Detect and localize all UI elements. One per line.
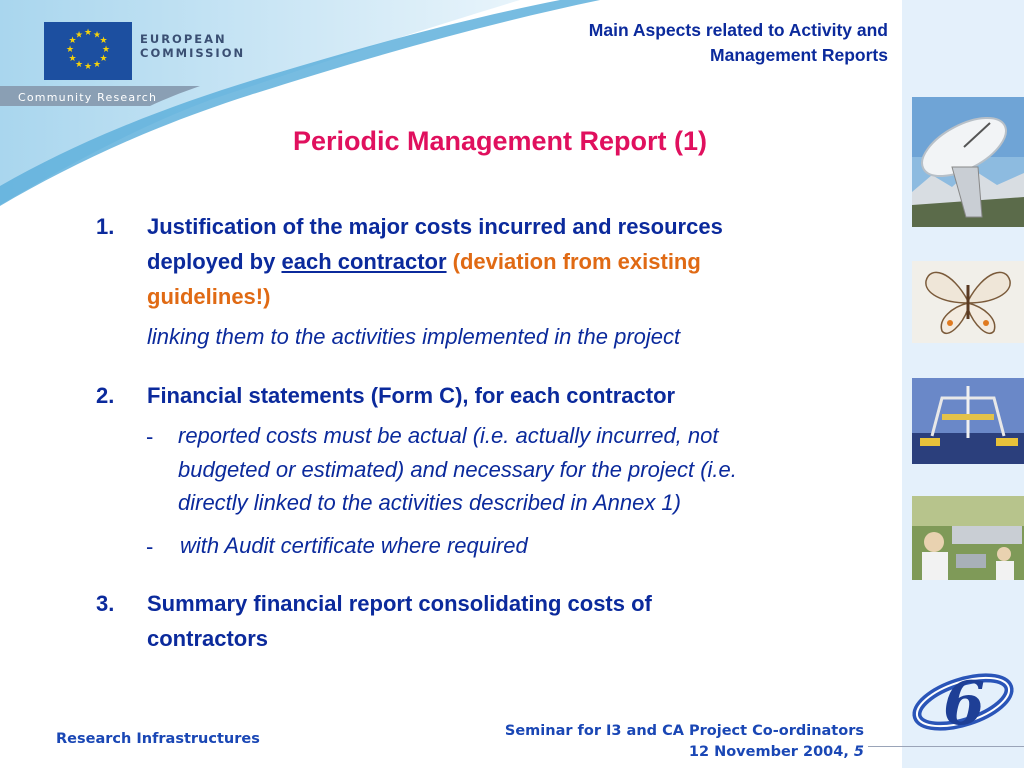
svg-text:★: ★ <box>68 36 77 46</box>
item-2-text: Financial statements (Form C), for each contractor <box>147 383 676 408</box>
svg-text:★: ★ <box>92 60 102 70</box>
item-3-number: 3. <box>96 591 115 616</box>
footer-divider <box>868 746 1024 747</box>
svg-text:★: ★ <box>83 62 93 72</box>
bullet-1-line1: reported costs must be actual (i.e. actually incurred, not <box>178 423 719 448</box>
item-1-text <box>147 209 907 314</box>
svg-text:★: ★ <box>99 54 108 64</box>
item-3-text <box>147 586 907 656</box>
right-sidebar <box>902 0 1024 768</box>
svg-text:★: ★ <box>68 54 77 64</box>
bullet-1-text <box>178 419 908 520</box>
bullet-1-dash: - <box>146 424 154 449</box>
bullet-1-line3: directly linked to the activities described in Annex 1) <box>178 490 681 515</box>
slide-title: Periodic Management Report (1) <box>292 126 708 156</box>
footer-seminar-title: Seminar for I3 and CA Project Co-ordinators <box>504 723 864 739</box>
eu-wordmark-line2: COMMISSION <box>140 46 246 60</box>
page-number: 5 <box>853 744 864 760</box>
bullet-2-dash: - <box>146 534 154 559</box>
header-title-line1: Main Aspects related to Activity and <box>588 20 888 40</box>
laboratory-photo <box>912 496 1024 580</box>
svg-text:★: ★ <box>99 36 108 46</box>
bullet-1-line2: budgeted or estimated) and necessary for the project (i.e. <box>178 456 737 482</box>
footer-seminar <box>505 721 864 763</box>
eu-flag-icon <box>44 22 132 80</box>
svg-text:★: ★ <box>101 45 111 55</box>
item-3-line2: contractors <box>147 626 269 651</box>
eu-wordmark <box>140 32 245 60</box>
guidelines-note: guidelines!) <box>147 284 271 309</box>
butterfly-photo <box>912 261 1024 343</box>
header-title-line2: Management Reports <box>710 45 888 65</box>
svg-text:★: ★ <box>74 30 84 41</box>
radio-telescope-photo <box>912 97 1024 227</box>
fp6-logo-icon <box>908 664 1018 742</box>
deviation-note: (deviation from existing <box>446 249 701 274</box>
footer-research-infrastructures: Research Infrastructures <box>56 731 260 747</box>
svg-text:★: ★ <box>65 45 75 55</box>
european-commission-logo <box>44 22 246 82</box>
item-3-line1: Summary financial report consolidating costs of <box>147 591 652 616</box>
svg-text:★: ★ <box>92 30 102 41</box>
svg-text:★: ★ <box>83 28 93 38</box>
footer-date-line <box>505 742 864 763</box>
header-title <box>448 18 888 68</box>
item-1-linking-note: linking them to the activities implemented in the project <box>147 324 681 349</box>
footer-date: 12 November 2004, <box>688 744 854 760</box>
svg-text:★: ★ <box>74 60 84 70</box>
item-2-number: 2. <box>96 383 115 408</box>
offshore-platform-photo <box>912 378 1024 464</box>
eu-wordmark-line1: EUROPEAN <box>140 32 227 46</box>
item-1-line2 <box>147 244 907 279</box>
item-1-line1: Justification of the major costs incurred and resources <box>147 214 723 239</box>
item-1-number: 1. <box>96 214 115 239</box>
each-contractor-text: each contractor <box>281 249 447 274</box>
svg-text:6: 6 <box>943 669 985 739</box>
bullet-2-text: with Audit certificate where required <box>180 533 528 558</box>
item-1-line2-prefix: deployed by <box>147 249 282 274</box>
community-research-label: Community Research <box>18 91 158 104</box>
